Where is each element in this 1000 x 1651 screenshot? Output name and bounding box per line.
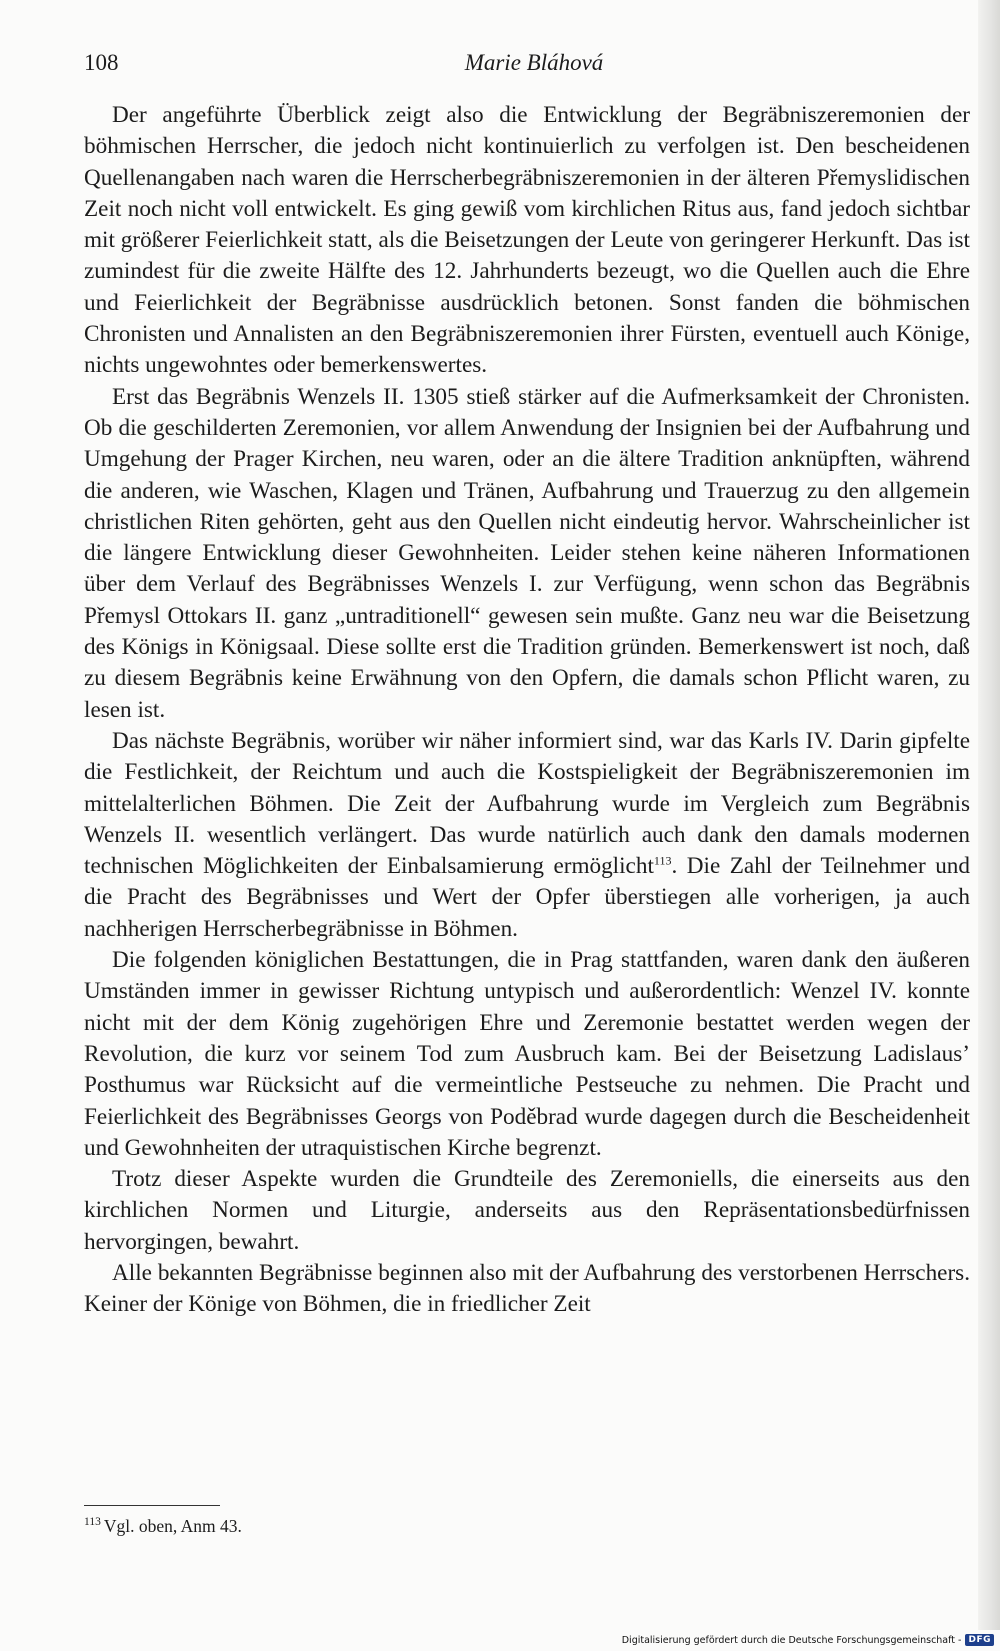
paragraph: Die folgenden königlichen Bestattungen, die in Prag stattfanden, waren dank den äußeren Umständen immer in gewisser Richtung untypisch und außerordentlich: Wenzel IV. konnte nicht mit der dem König zugehörigen Ehre und Zeremonie bestattet werden wegen der Revolution, die kurz vor seinem Tod zum Ausbruch kam. Bei der Beisetzung Ladislaus’ Posthumus war Rücksicht auf die vermeintliche Pestseuche zu nehmen. Die Pracht und Feierlichkeit des Begräbnisses Georgs von Poděbrad wurde dagegen durch die Bescheidenheit und Gewohnheiten der utraquistischen Kirche begrenzt. bbox=[84, 947, 970, 1161]
footnote-reference: 113 bbox=[653, 853, 672, 868]
footnote-rule bbox=[84, 1505, 220, 1506]
running-head: Marie Bláhová bbox=[464, 50, 604, 75]
paragraph: Erst das Begräbnis Wenzels II. 1305 stieß stärker auf die Aufmerksamkeit der Chronisten. Ob die geschilderten Zeremonien, vor allem Anwendung der Insignien bei der Aufbahrung und Umgehung der Prager Kirchen, neu waren, oder an die ältere Tradition anknüpften, während die anderen, wie Waschen, Klagen und Tränen, Aufbahrung und Trauerzug zu den allgemein christlichen Riten gehörten, geht aus den Quellen nicht eindeutig hervor. Wahrscheinlicher ist die längere Entwicklung dieser Gewohnheiten. Leider stehen keine näheren Informationen über dem Verlauf des Begräbnisses Wenzels I. zur Verfügung, wenn schon das Begräbnis Přemysl Ottokars II. ganz „untraditionell“ gewesen sein mußte. Ganz neu war die Beisetzung des Königs in Königsaal. Diese sollte erst die Tradition gründen. Bemerkenswert ist noch, daß zu diesem Begräbnis keine Erwähnung von den Opfern, die damals schon Pflicht waren, zu lesen ist. bbox=[84, 383, 970, 723]
paragraph bbox=[84, 726, 970, 945]
paragraph: Alle bekannten Begräbnisse beginnen also mit der Aufbahrung des verstorbenen Herrschers. Keiner der Könige von Böhmen, die in friedlicher Zeit bbox=[84, 1259, 970, 1318]
page-header bbox=[84, 48, 970, 78]
footnote-text: Vgl. oben, Anm 43. bbox=[103, 1516, 242, 1536]
footnote bbox=[84, 1514, 242, 1538]
body-text bbox=[84, 100, 970, 1321]
paragraph: Trotz dieser Aspekte wurden die Grundteile des Zeremoniells, die einerseits aus den kirchlichen Normen und Liturgie, anderseits aus den Repräsentationsbedürfnissen hervorgingen, bewahrt. bbox=[84, 1166, 970, 1255]
paragraph-text: Das nächste Begräbnis, worüber wir näher informiert sind, war das Karls IV. Darin gipfelte die Festlichkeit, der Reichtum und auch die Kostspieligkeit der Begräbniszeremonien im mittelalterlichen Böhmen. Die Zeit der Aufbahrung wurde im Vergleich zum Begräbnis Wenzels II. wesentlich verlängert. Das wurde natürlich auch dank den damals modernen technischen Möglichkeiten der Einbalsamierung ermöglicht bbox=[84, 727, 970, 880]
paragraph-text: . Die Zahl der Teilnehmer und die Pracht des Begräbnisses und Wert der Opfer überstiegen alle vorherigen, ja auch nachherigen Herrscherbegräbnisse in Böhmen. bbox=[84, 853, 970, 942]
page-number: 108 bbox=[84, 50, 119, 75]
page-edge-bleed bbox=[978, 0, 1000, 1630]
footnote-number: 113 bbox=[84, 1516, 101, 1529]
dfg-logo: DFG bbox=[965, 1634, 994, 1646]
paragraph: Der angeführte Überblick zeigt also die Entwicklung der Begräbniszeremonien der böhmischen Herrscher, die jedoch nicht kontinuierlich zu verfolgen ist. Den bescheidenen Quellenangaben nach waren die Herrscherbegräbniszeremonien in der älteren Přemyslidischen Zeit noch nicht voll entwickelt. Es ging gewiß vom kirchlichen Ritus aus, fand jedoch sichtbar mit größerer Feierlichkeit statt, als die Beisetzungen der Leute von geringerer Herkunft. Das ist zumindest für die zweite Hälfte des 12. Jahrhunderts bezeugt, wo die Quellen auch die Ehre und Feierlichkeit der Begräbnisse ausdrücklich betonen. Sonst fanden die böhmischen Chronisten und Annalisten an den Begräbniszeremonien ihrer Fürsten, eventuell auch Könige, nichts ungewohntes oder bemerkenswertes. bbox=[84, 102, 970, 379]
credit-text: Digitalisierung gefördert durch die Deutsche Forschungsgemeinschaft - bbox=[621, 1634, 962, 1646]
digitization-credit bbox=[622, 1632, 994, 1648]
